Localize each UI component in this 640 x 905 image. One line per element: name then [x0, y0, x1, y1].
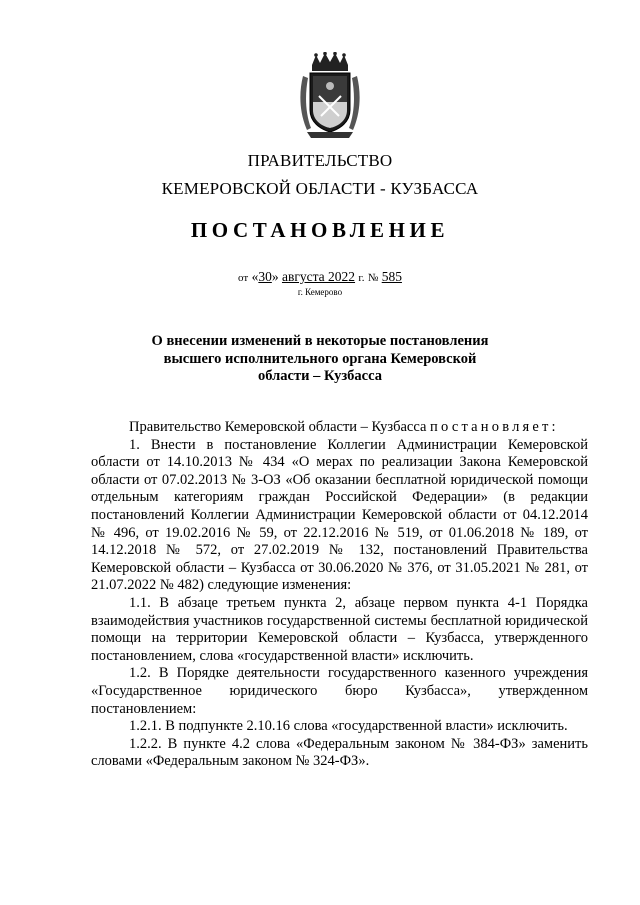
day-open-quote: « — [251, 269, 259, 284]
document-dateline — [0, 269, 640, 285]
heading-line-3: области – Кузбасса — [258, 368, 382, 384]
date-day: 30 — [258, 269, 272, 284]
paragraph-1-2: 1.2. В Порядке деятельности государственного казенного учреждения «Государственное юридического бюро Кузбасса», утвержденном постановлением: — [91, 665, 588, 717]
document-number: 585 — [381, 269, 402, 284]
heading-line-1: О внесении изменений в некоторые постановления — [151, 333, 489, 349]
paragraph-1-2-2: 1.2.2. В пункте 4.2 слова «Федеральным законом № 384-ФЗ» заменить словами «Федеральным законом № 324-ФЗ». — [91, 735, 588, 770]
intro-spaced-word: постановляет: — [430, 419, 559, 435]
paragraph-1-2-1: 1.2.1. В подпункте 2.10.16 слова «государственной власти» исключить. — [129, 718, 568, 735]
city-name: г. Кемерово — [297, 287, 343, 297]
document-heading — [0, 333, 640, 386]
government-name-line-2: КЕМЕРОВСКОЙ ОБЛАСТИ - КУЗБАССА — [161, 179, 479, 198]
day-close-quote: » — [271, 269, 279, 284]
government-name-line-1: ПРАВИТЕЛЬСТВО — [247, 151, 393, 170]
date-month-year: августа 2022 — [281, 269, 356, 284]
document-body — [91, 419, 588, 771]
document-type-title: ПОСТАНОВЛЕНИЕ — [190, 218, 450, 242]
intro-paragraph — [91, 419, 588, 437]
year-suffix: г. — [358, 272, 365, 284]
number-sign: № — [367, 272, 379, 284]
paragraph-1: 1. Внести в постановление Коллегии Администрации Кемеровской области от 14.10.2013 № 434 «О мерах по реализации Закона Кемеровской области от 07.02.2013 № 3-ОЗ «Об оказании бесплатной юридической помощи отдельным категориям граждан Российской Федерации» (в редакции постановлений Коллегии Администрации Кемеровской области от 04.12.2014 № 496, от 19.02.2016 № 59, от 22.12.2016 № 519, от 01.06.2018 № 189, от 14.12.2018 № 572, от 27.02.2019 № 132, постановлений Правительства Кемеровской области – Кузбасса от 30.06.2020 № 376, от 31.05.2021 № 281, от 21.07.2022 № 482) следующие изменения: — [91, 436, 588, 594]
date-prefix: от — [238, 272, 249, 284]
paragraph-1-1: 1.1. В абзаце третьем пункта 2, абзаце первом пункта 4-1 Порядка взаимодействия участников государственной системы бесплатной юридической помощи на территории Кемеровской области – Кузбасса, утвержденного постановлением, слова «государственной власти» исключить. — [91, 594, 588, 664]
coat-of-arms-emblem — [299, 52, 361, 140]
heading-line-2: высшего исполнительного органа Кемеровской — [163, 350, 477, 367]
intro-text: Правительство Кемеровской области – Кузбасса — [129, 419, 427, 435]
